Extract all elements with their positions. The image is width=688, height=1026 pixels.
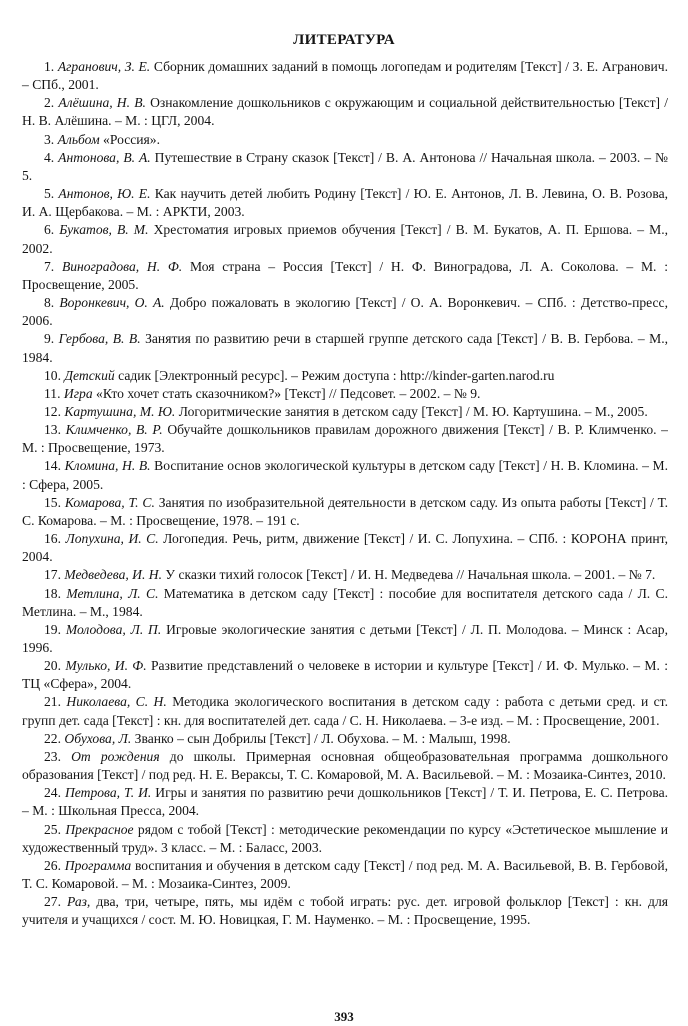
reference-text: «Кто хочет стать сказочником?» [Текст] // Педсовет. – 2002. – № 9. [96,385,481,401]
reference-text: два, три, четыре, пять, мы идём с тобой играть: рус. дет. игровой фольклор [Текст] : кн. для учителя и учащихся / сост. М. Ю. Новицкая, Г. М. Науменко. – М. : Просвещение, 1995. [22,894,668,928]
reference-author: Картушина, М. Ю. [64,403,176,419]
reference-number: 17. [44,567,61,583]
reference-text: Логопедия. Речь, ритм, движение [Текст] / И. С. Лопухина. – СПб. : КОРОНА принт, 2004. [22,531,668,565]
reference-author: Агранович, З. Е. [57,59,151,74]
reference-text: «Россия». [103,131,160,147]
reference-number: 3. [44,131,55,147]
reference-author: Николаева, С. Н. [66,694,167,710]
reference-item [22,784,668,820]
reference-author: Кломина, Н. В. [64,458,151,474]
reference-text: Воспитание основ экологической культуры в детском саду [Текст] / Н. В. Кломина. – М. : Сфера, 2005. [22,458,669,492]
reference-number: 2. [44,95,55,111]
reference-author: Букатов, В. М. [59,222,149,238]
reference-text: Как научить детей любить Родину [Текст] / Ю. Е. Антонов, Л. В. Левина, О. В. Розова, И. А. Щербакова. – М. : АРКТИ, 2003. [22,186,668,220]
reference-item [22,893,668,929]
reference-author: Виноградова, Н. Ф. [61,258,183,274]
reference-number: 7. [44,258,55,274]
reference-number: 10. [44,367,61,383]
reference-item [22,385,668,403]
reference-number: 19. [44,621,61,637]
reference-text: Сборник домашних заданий в помощь логопедам и родителям [Текст] / З. Е. Агранович. – СПб., 2001. [22,59,668,93]
reference-text: Званко – сын Добрилы [Текст] / Л. Обухова. – М. : Малыш, 1998. [134,730,511,746]
reference-author: Петрова, Т. И. [64,785,152,801]
reference-item [22,657,668,693]
reference-item [22,421,668,457]
reference-author: Игра [63,385,93,401]
reference-number: 22. [44,730,61,746]
reference-author: Гербова, В. В. [58,331,141,347]
reference-text: садик [Электронный ресурс]. – Режим доступа : http://kinder-garten.narod.ru [118,367,555,383]
reference-author: Детский [64,367,115,383]
reference-number: 5. [44,186,55,202]
reference-number: 12. [44,403,61,419]
reference-item [22,621,668,657]
reference-text: Логоритмические занятия в детском саду [Текст] / М. Ю. Картушина. – М., 2005. [178,403,648,419]
reference-number: 13. [44,422,61,438]
reference-number: 18. [44,585,61,601]
reference-text: Математика в детском саду [Текст] : пособие для воспитателя детского сада / Л. С. Метлина. – М., 1984. [22,585,668,619]
reference-text: Занятия по развитию речи в старшей группе детского сада [Текст] / В. В. Гербова. – М., 1984. [22,331,668,365]
reference-author: Молодова, Л. П. [65,621,162,637]
reference-author: Раз, [67,894,91,910]
reference-number: 24. [44,785,61,801]
reference-number: 11. [44,385,61,401]
reference-text: Ознакомление дошкольников с окружающим и социальной действительностью [Текст] / Н. В. Алёшина. – М. : ЦГЛ, 2004. [22,95,668,129]
reference-item [22,494,668,530]
reference-author: Мулько, И. Ф. [65,658,147,674]
reference-author: Антонов, Ю. Е. [58,186,151,202]
reference-item [22,530,668,566]
reference-item [22,585,668,621]
reference-text: Хрестоматия игровых приемов обучения [Текст] / В. М. Букатов, А. П. Ершова. – М., 2002. [22,222,668,256]
reference-text: до школы. Примерная основная общеобразовательная программа дошкольного образования [Текст] / под ред. Н. Е. Вераксы, Т. С. Комаровой, М. А. Васильевой. – М. : Мозаика-Синтез, 2010. [22,748,669,783]
reference-text: Моя страна – Россия [Текст] / Н. Ф. Виноградова, Л. А. Соколова. – М. : Просвещение, 2005. [22,258,668,292]
reference-item [22,748,668,784]
reference-item [22,566,668,584]
reference-item [22,330,668,366]
reference-author: Алёшина, Н. В. [58,95,146,111]
reference-number: 27. [44,894,61,910]
reference-text: Развитие представлений о человеке в истории и культуре [Текст] / И. Ф. Мулько. – М. : ТЦ «Сфера», 2004. [22,658,668,692]
reference-text: Путешествие в Страну сказок [Текст] / В. А. Антонова // Начальная школа. – 2003. – № 5. [22,149,668,183]
reference-item [22,149,668,185]
reference-author: Медведева, И. Н. [64,567,163,583]
reference-text: Обучайте дошкольников правилам дорожного движения [Текст] / В. Р. Климченко. – М. : Просвещение, 1973. [22,422,668,456]
reference-number: 14. [44,458,61,474]
reference-author: Лопухина, И. С. [65,531,159,547]
reference-number: 26. [44,857,61,873]
reference-number: 9. [44,331,55,347]
reference-item [22,58,668,94]
reference-item [22,258,668,294]
reference-text: Занятия по изобразительной деятельности в детском саду. Из опыта работы [Текст] / Т. С. Комарова. – М. : Просвещение, 1978. – 191 с. [22,494,668,528]
page-number: 393 [334,1009,354,1024]
page-title: ЛИТЕРАТУРА [293,32,395,48]
reference-author: Комарова, Т. С. [64,494,155,510]
reference-number: 8. [44,295,55,311]
reference-text: У сказки тихий голосок [Текст] / И. Н. Медведева // Начальная школа. – 2001. – № 7. [165,567,656,583]
reference-text: Игровые экологические занятия с детьми [Текст] / Л. П. Молодова. – Минск : Асар, 1996. [22,621,669,655]
reference-list [22,58,668,930]
reference-author: Климченко, В. Р. [65,422,163,438]
reference-item [22,367,668,385]
reference-item [22,294,668,330]
reference-author: Метлина, Л. С. [66,585,159,601]
reference-number: 6. [44,222,55,238]
reference-number: 4. [44,149,55,165]
reference-number: 25. [44,821,61,837]
reference-text: Методика экологического воспитания в детском саду : работа с детьми сред. и ст. групп дет. сада [Текст] : кн. для воспитателей дет. сада / С. Н. Николаева. – 3-е изд. – М. : Просвещение, 2001. [22,694,669,728]
reference-item [22,185,668,221]
reference-item [22,857,668,893]
reference-text: воспитания и обучения в детском саду [Текст] / под ред. М. А. Васильевой, В. В. Гербовой, Т. С. Комаровой. – М. : Мозаика-Синтез, 2009. [22,857,668,892]
reference-number: 16. [44,531,61,547]
reference-author: От рождения [71,748,160,764]
reference-item [22,693,668,729]
reference-author: Альбом [57,131,100,147]
reference-item [22,131,668,149]
reference-number: 20. [44,658,61,674]
reference-number: 23. [44,748,61,764]
reference-text: Игры и занятия по развитию речи дошкольников [Текст] / Т. И. Петрова, Е. С. Петрова. – М. : Школьная Пресса, 2004. [22,785,669,819]
reference-number: 21. [44,694,61,710]
reference-author: Обухова, Л. [64,730,132,746]
reference-item [22,403,668,421]
reference-author: Антонова, В. А. [58,149,151,165]
reference-number: 1. [44,59,55,74]
reference-text: рядом с тобой [Текст] : методические рекомендации по курсу «Эстетическое мышление и художественный труд». 3 класс. – М. : Баласс, 2003. [22,821,669,855]
reference-author: Прекрасное [65,821,134,837]
reference-item [22,457,668,493]
reference-text: Добро пожаловать в экологию [Текст] / О. А. Воронкевич. – СПб. : Детство-пресс, 2006. [22,295,668,329]
reference-item [22,821,668,857]
reference-author: Воронкевич, О. А. [59,295,165,311]
reference-author: Программа [64,857,132,873]
reference-item [22,730,668,748]
reference-number: 15. [44,494,61,510]
reference-item [22,94,668,130]
reference-item [22,221,668,257]
